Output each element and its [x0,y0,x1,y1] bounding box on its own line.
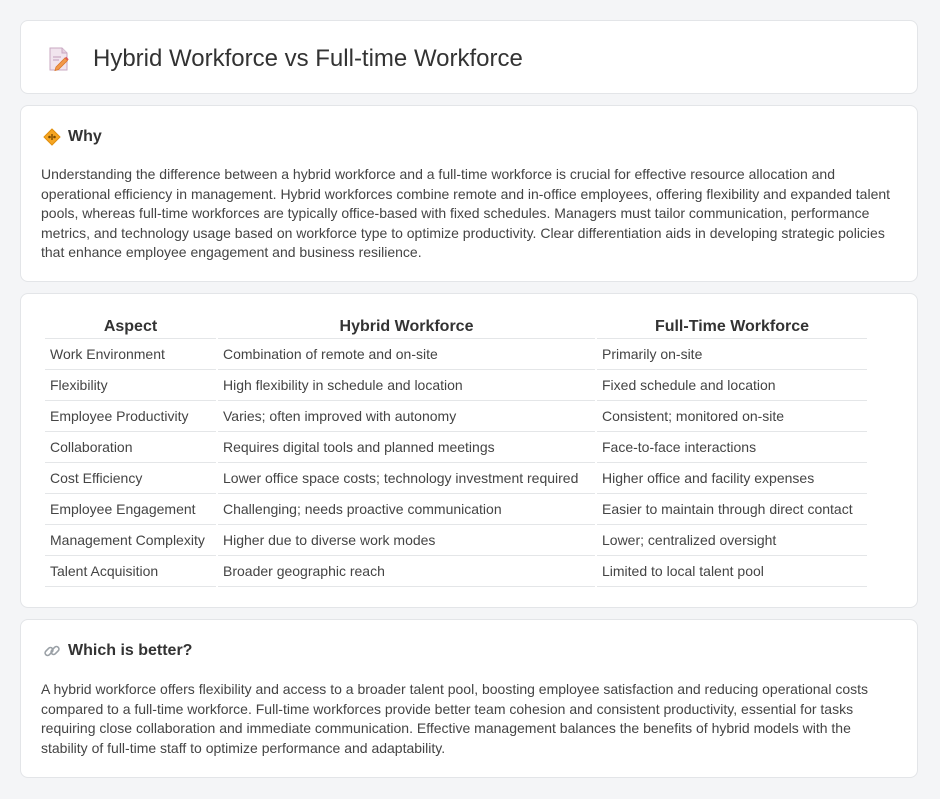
table-cell: Talent Acquisition [45,556,216,587]
which-section [20,619,918,778]
table-row [45,370,867,401]
table-row [45,494,867,525]
column-header-aspect: Aspect [45,316,216,339]
table-cell: Limited to local talent pool [597,556,867,587]
comparison-table [43,316,869,587]
table-cell: Combination of remote and on-site [218,339,595,370]
table-cell: Higher office and facility expenses [597,463,867,494]
table-cell: Cost Efficiency [45,463,216,494]
why-section [20,105,918,282]
table-row [45,339,867,370]
table-row [45,432,867,463]
table-cell: Broader geographic reach [218,556,595,587]
page-title: Hybrid Workforce vs Full-time Workforce [93,45,523,72]
table-cell: Easier to maintain through direct contact [597,494,867,525]
table-cell: Employee Engagement [45,494,216,525]
table-row [45,463,867,494]
which-text: A hybrid workforce offers flexibility and access to a broader talent pool, boosting employee satisfaction and reducing operational costs compared to a full-time workforce. Full-time workforces provide better team cohesion and consistent productivity, essential for tasks requiring close collaboration and immediate communication. Effective management balances the benefits of hybrid models with the stability of full-time staff to optimize performance and adaptability. [41,681,868,756]
table-cell: Work Environment [45,339,216,370]
table-cell: Consistent; monitored on-site [597,401,867,432]
column-header-hybrid: Hybrid Workforce [218,316,595,339]
link-icon [43,642,61,660]
table-cell: Employee Productivity [45,401,216,432]
why-text: Understanding the difference between a hybrid workforce and a full-time workforce is crucial for effective resource allocation and operational efficiency in management. Hybrid workforces combine remote and in-office employees, offering flexibility and expanded talent pools, whereas full-time workforces are typically office-based with fixed schedules. Managers must tailor communication, performance metrics, and technology usage based on workforce type to optimize productivity. Clear differentiation aids in developing strategic policies that enhance employee engagement and business resilience. [41,166,891,261]
comparison-card [20,293,918,608]
table-cell: Lower office space costs; technology investment required [218,463,595,494]
table-cell: Requires digital tools and planned meetings [218,432,595,463]
table-row [45,401,867,432]
title-card [20,20,918,94]
table-cell: Higher due to diverse work modes [218,525,595,556]
table-cell: Face-to-face interactions [597,432,867,463]
diamond-icon [43,128,61,146]
table-cell: Challenging; needs proactive communication [218,494,595,525]
table-cell: Flexibility [45,370,216,401]
table-cell: High flexibility in schedule and location [218,370,595,401]
which-heading: Which is better? [68,642,193,659]
table-cell: Lower; centralized oversight [597,525,867,556]
table-cell: Varies; often improved with autonomy [218,401,595,432]
column-header-fulltime: Full-Time Workforce [597,316,867,339]
table-cell: Fixed schedule and location [597,370,867,401]
table-cell: Collaboration [45,432,216,463]
document-edit-icon [47,46,71,72]
why-heading: Why [68,128,102,145]
table-cell: Primarily on-site [597,339,867,370]
table-cell: Management Complexity [45,525,216,556]
table-row [45,525,867,556]
table-row [45,556,867,587]
table-header-row [45,316,867,339]
